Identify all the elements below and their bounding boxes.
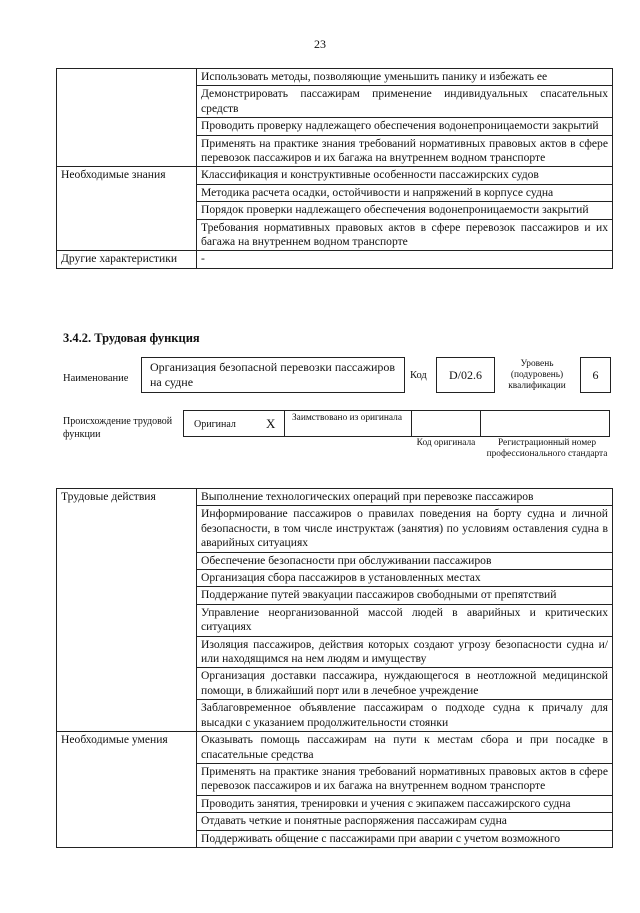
code-label: Код bbox=[410, 370, 427, 381]
table-row bbox=[57, 489, 613, 506]
list-item: Организация сбора пассажиров в установленных местах bbox=[197, 570, 613, 587]
list-item: Поддерживать общение с пассажирами при аварии с учетом возможного bbox=[197, 830, 613, 847]
list-item: Классификация и конструктивные особенности пассажирских судов bbox=[197, 167, 613, 184]
name-label: Наименование bbox=[63, 373, 129, 384]
reg-number-caption: Регистрационный номер профессионального стандарта bbox=[486, 438, 608, 459]
list-item: Порядок проверки надлежащего обеспечения водонепроницаемости закрытий bbox=[197, 202, 613, 219]
divider bbox=[411, 410, 412, 437]
divider bbox=[284, 410, 285, 437]
borrowed-label: Заимствовано из оригинала bbox=[291, 413, 403, 423]
function-name-value: Организация безопасной перевозки пассажиров на судне bbox=[141, 357, 405, 393]
list-item: Изоляция пассажиров, действия которых создают угрозу безопасности судна и/или находящимся на нем людям и имуществу bbox=[197, 636, 613, 668]
original-mark: X bbox=[266, 416, 276, 431]
row-label-actions: Трудовые действия bbox=[57, 489, 197, 732]
level-value: 6 bbox=[580, 357, 611, 393]
requirements-table-bottom bbox=[56, 488, 613, 848]
list-item: Заблаговременное объявление пассажирам о подходе судна к причалу для высадки с указанием продолжительности стоянки bbox=[197, 700, 613, 732]
row-label-skills: Необходимые умения bbox=[57, 732, 197, 848]
original-label: Оригинал bbox=[194, 419, 236, 430]
list-item: Обеспечение безопасности при обслуживании пассажиров bbox=[197, 552, 613, 569]
code-original-caption: Код оригинала bbox=[416, 438, 476, 448]
list-item: Управление неорганизованной массой людей в аварийных и критических ситуациях bbox=[197, 604, 613, 636]
origin-row bbox=[183, 410, 610, 437]
table-row bbox=[57, 251, 613, 268]
list-item: Демонстрировать пассажирам применение индивидуальных спасательных средств bbox=[197, 86, 613, 118]
list-item: Организация доставки пассажира, нуждающегося в неотложной медицинской помощи, в ближайший порт или в лечебное учреждение bbox=[197, 668, 613, 700]
list-item: Проводить проверку надлежащего обеспечения водонепроницаемости закрытий bbox=[197, 118, 613, 135]
list-item: Требования нормативных правовых актов в сфере перевозок пассажиров и их багажа на внутреннем водном транспорте bbox=[197, 219, 613, 251]
page-number: 23 bbox=[314, 37, 326, 51]
table-row bbox=[57, 732, 613, 764]
code-value: D/02.6 bbox=[436, 357, 495, 393]
section-title: 3.4.2. Трудовая функция bbox=[63, 331, 200, 345]
list-item: Применять на практике знания требований нормативных правовых актов в сфере перевозок пассажиров и их багажа на внутреннем водном транспорте bbox=[197, 135, 613, 167]
row-label-other: Другие характеристики bbox=[57, 251, 197, 268]
list-item: Оказывать помощь пассажирам на пути к местам сбора и при посадке в спасательные средства bbox=[197, 732, 613, 764]
list-item: - bbox=[197, 251, 613, 268]
origin-label: Происхождение трудовой функции bbox=[63, 416, 173, 440]
list-item: Поддержание путей эвакуации пассажиров свободными от препятствий bbox=[197, 587, 613, 604]
list-item: Применять на практике знания требований нормативных правовых актов в сфере перевозок пассажиров и их багажа на внутреннем водном транспорте bbox=[197, 763, 613, 795]
requirements-table-top bbox=[56, 68, 613, 269]
list-item: Проводить занятия, тренировки и учения с экипажем пассажирского судна bbox=[197, 795, 613, 812]
list-item: Отдавать четкие и понятные распоряжения пассажирам судна bbox=[197, 813, 613, 830]
list-item: Использовать методы, позволяющие уменьшить панику и избежать ее bbox=[197, 69, 613, 86]
level-label: Уровень (подуровень) квалификации bbox=[508, 359, 566, 391]
row-label-knowledge: Необходимые знания bbox=[57, 167, 197, 251]
table-row bbox=[57, 69, 613, 86]
list-item: Информирование пассажиров о правилах поведения на борту судна и личной безопасности, в том числе инструктаж (занятия) по условиям оставления судна в аварийных ситуациях bbox=[197, 506, 613, 552]
table-row bbox=[57, 167, 613, 184]
list-item: Выполнение технологических операций при перевозке пассажиров bbox=[197, 489, 613, 506]
row-label bbox=[57, 69, 197, 167]
divider bbox=[480, 410, 481, 437]
list-item: Методика расчета осадки, остойчивости и напряжений в корпусе судна bbox=[197, 184, 613, 201]
